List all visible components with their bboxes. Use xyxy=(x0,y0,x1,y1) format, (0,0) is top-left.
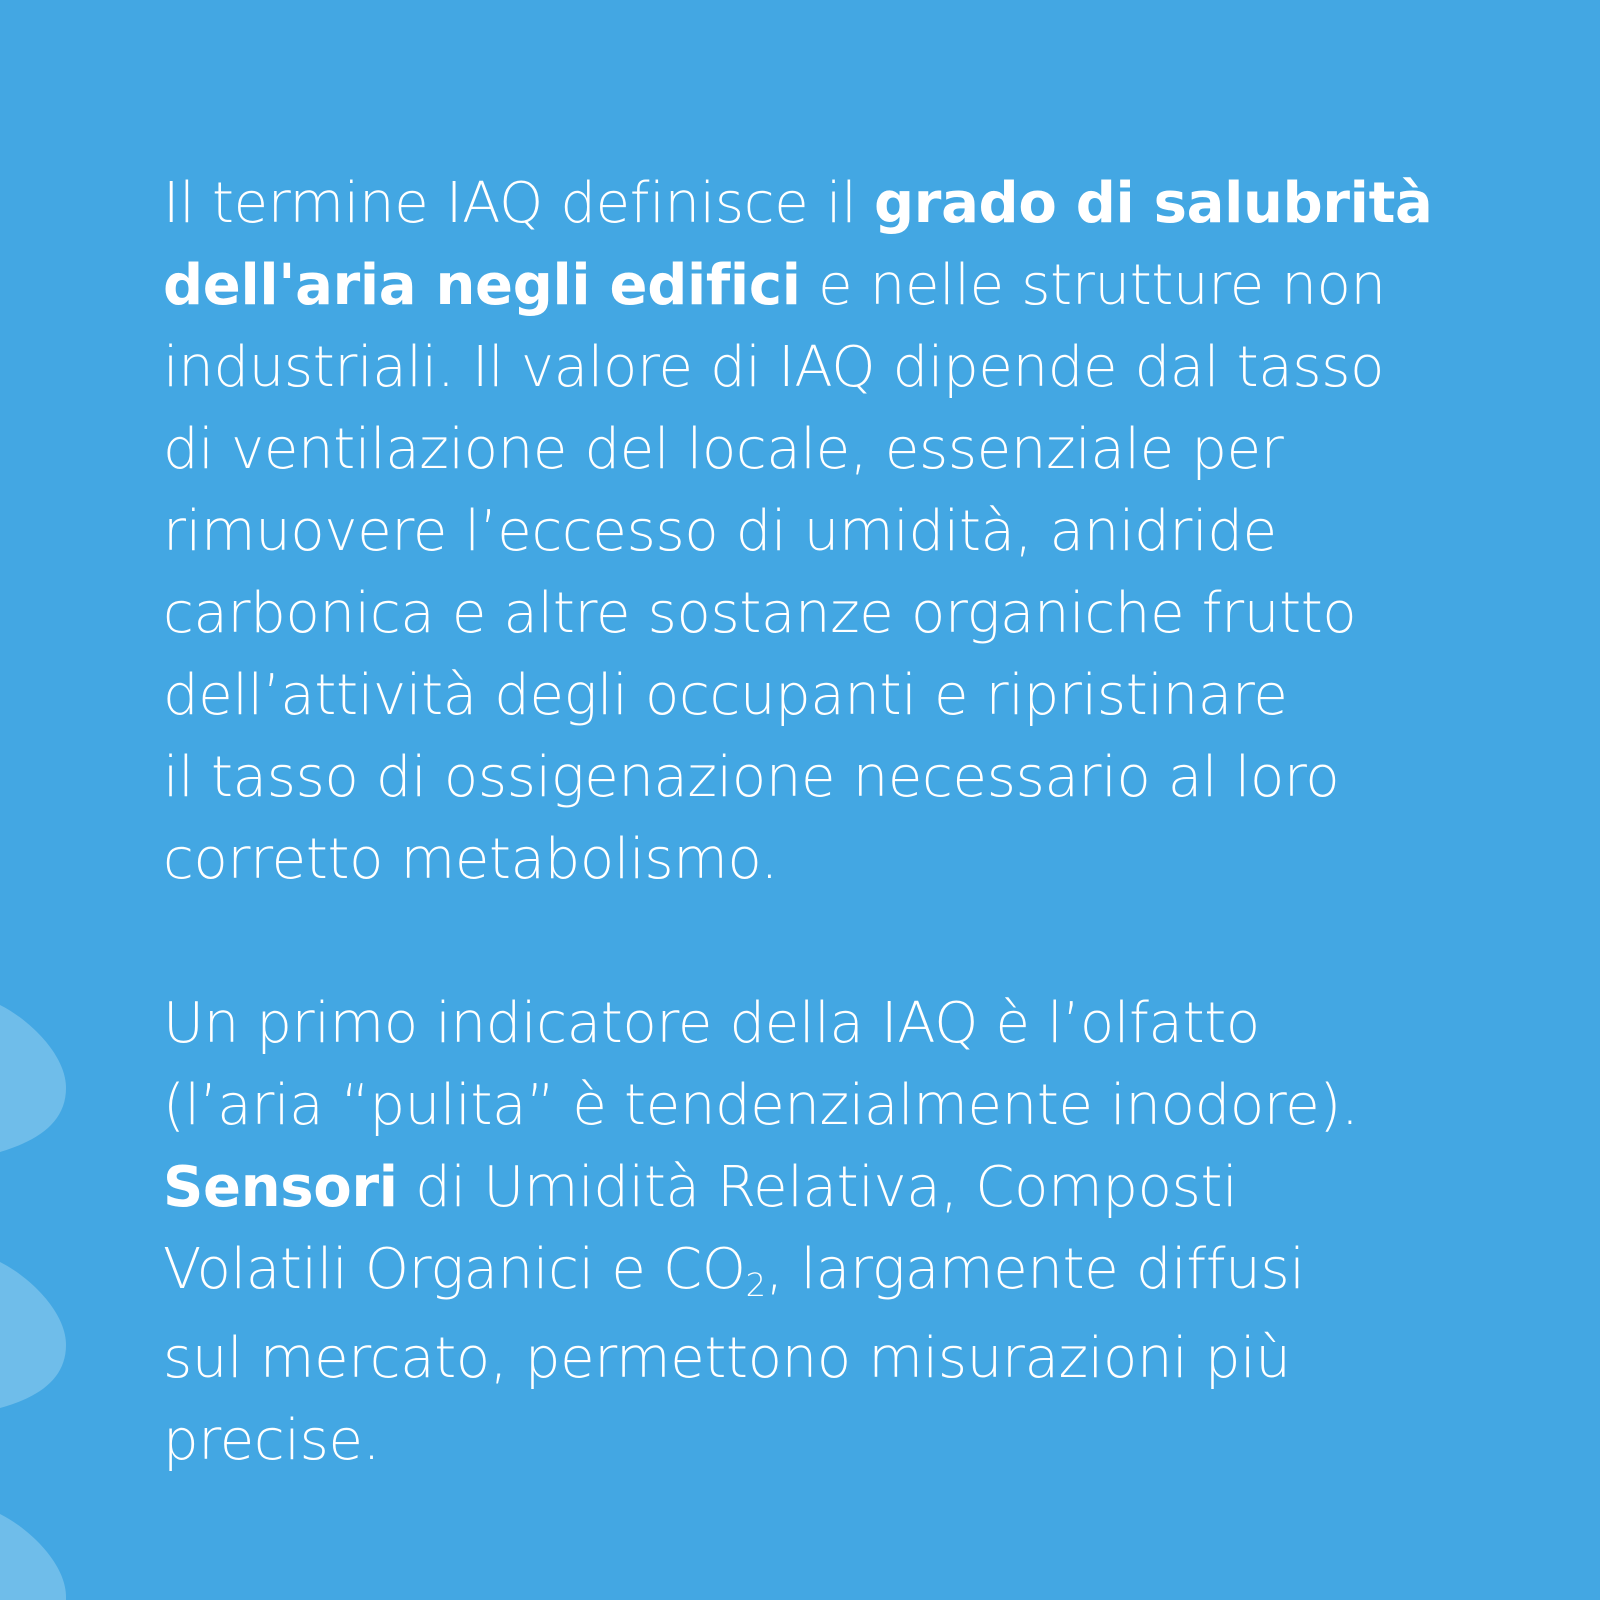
text-line: Volatili Organici e $CO_2$, largamente diffusi xyxy=(163,1237,1305,1304)
text-line: (l’aria “pulita” è tendenzialmente inodore). xyxy=(163,1073,1359,1138)
paragraph-iaq-definition xyxy=(163,163,1563,901)
bold-phrase: dell'aria negli edifici xyxy=(163,253,801,318)
drop-shape-top xyxy=(0,1005,66,1152)
text-line: dell'aria negli edifici e nelle strutture non xyxy=(163,253,1386,318)
text-line: dell’attività degli occupanti e ripristinare xyxy=(163,663,1288,728)
subscript: 2 xyxy=(745,1266,766,1304)
text-line: Un primo indicatore della IAQ è l’olfatto xyxy=(163,991,1260,1056)
text-line: precise. xyxy=(163,1408,381,1473)
text-line: Il termine IAQ definisce il grado di salubrità xyxy=(163,171,1433,236)
text-line: di ventilazione del locale, essenziale per xyxy=(163,417,1284,482)
text-line: corretto metabolismo. xyxy=(163,827,779,892)
main-text xyxy=(163,163,1563,1482)
drop-shape-bottom xyxy=(0,1514,66,1600)
paragraph-iaq-indicators xyxy=(163,983,1563,1482)
text-line: Sensori di Umidità Relativa, Composti xyxy=(163,1155,1238,1220)
text-line: sul mercato, permettono misurazioni più xyxy=(163,1326,1291,1391)
bold-phrase: Sensori xyxy=(163,1155,398,1220)
text-line: rimuovere l’eccesso di umidità, anidride xyxy=(163,499,1277,564)
text-line: il tasso di ossigenazione necessario al loro xyxy=(163,745,1340,810)
text-line: carbonica e altre sostanze organiche frutto xyxy=(163,581,1357,646)
text-line: industriali. Il valore di IAQ dipende dal tasso xyxy=(163,335,1385,400)
drop-shape-middle xyxy=(0,1262,66,1408)
bold-phrase: grado di salubrità xyxy=(873,171,1433,236)
